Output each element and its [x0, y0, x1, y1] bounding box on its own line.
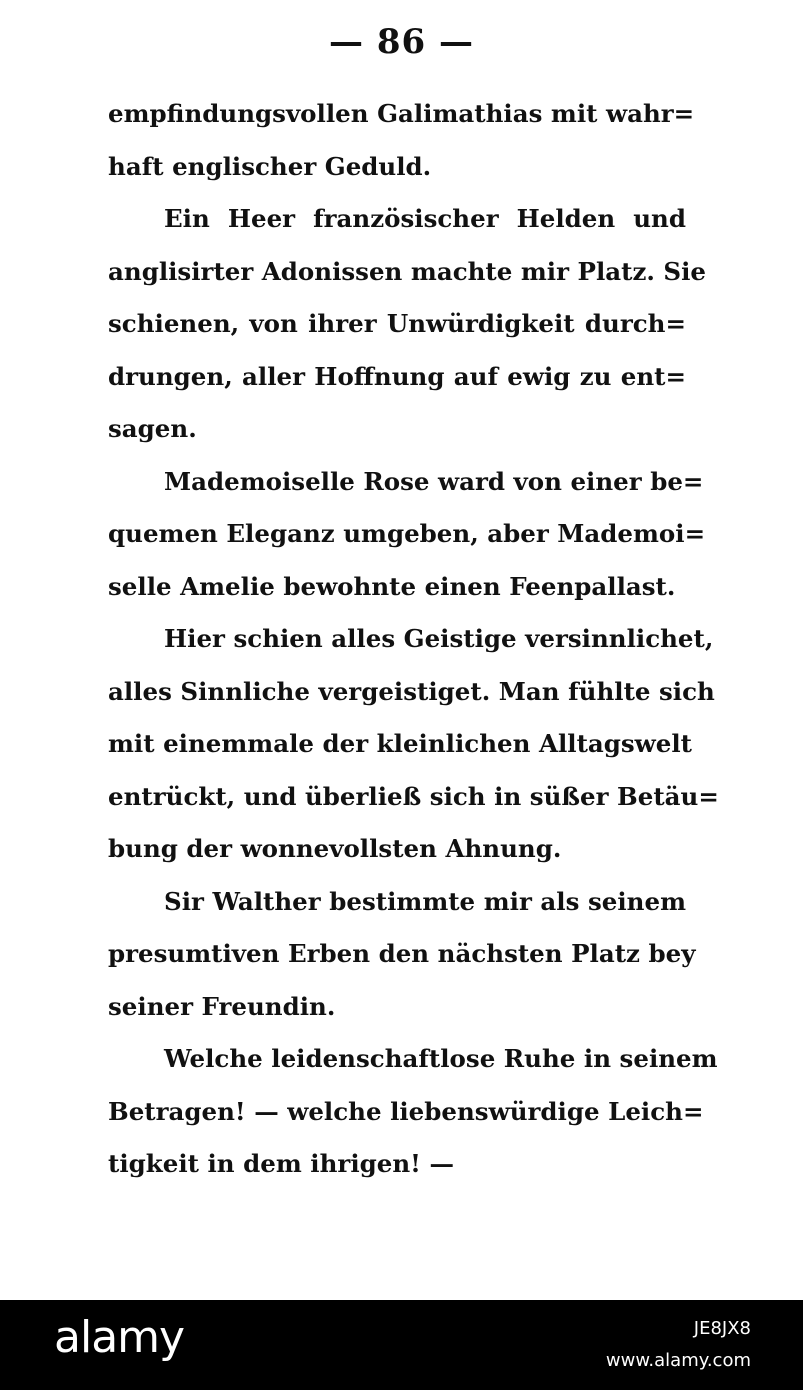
text-line: selle Amelie bewohnte einen Feenpallast. [108, 571, 676, 601]
body-text [108, 88, 719, 1191]
text-line: Betragen! — welche liebenswürdige Leich= [108, 1096, 704, 1126]
text-line: Sir Walther bestimmte mir als seinem [164, 886, 686, 916]
text-line: empfindungsvollen Galimathias mit wahr= [108, 99, 695, 128]
text-line: sagen. [108, 414, 197, 443]
text-line: Ein Heer französischer Helden und [164, 204, 686, 233]
text-line: Hier schien alles Geistige versinnlichet, [164, 624, 714, 653]
page-number: — 86 — [329, 22, 474, 62]
text-line: haft englischer Geduld. [108, 151, 432, 181]
text-line: Welche leidenschaftlose Ruhe in seinem [164, 1044, 718, 1073]
image-id-label: JE8JX8 [693, 1318, 751, 1339]
text-line: bung der wonnevollsten Ahnung. [108, 834, 562, 863]
text-line: alles Sinnliche vergeistiget. Man fühlte sich [108, 676, 715, 706]
text-line: tigkeit in dem ihrigen! — [108, 1149, 454, 1178]
text-line: schienen, von ihrer Unwürdigkeit durch= [108, 309, 686, 338]
text-line: entrückt, und überließ sich in süßer Betäu= [108, 781, 719, 811]
text-line: anglisirter Adonissen machte mir Platz. Sie [108, 256, 707, 286]
text-line: presumtiven Erben den nächsten Platz bey [108, 939, 696, 968]
alamy-logo: alamy [54, 1312, 185, 1363]
watermark-url: www.alamy.com [605, 1350, 751, 1371]
text-line: seiner Freundin. [108, 991, 336, 1021]
text-line: drungen, aller Hoffnung auf ewig zu ent= [108, 361, 686, 391]
text-line: mit einemmale der kleinlichen Alltagswelt [108, 729, 692, 758]
text-line: Mademoiselle Rose ward von einer be= [164, 466, 704, 496]
text-line: quemen Eleganz umgeben, aber Mademoi= [108, 519, 706, 548]
